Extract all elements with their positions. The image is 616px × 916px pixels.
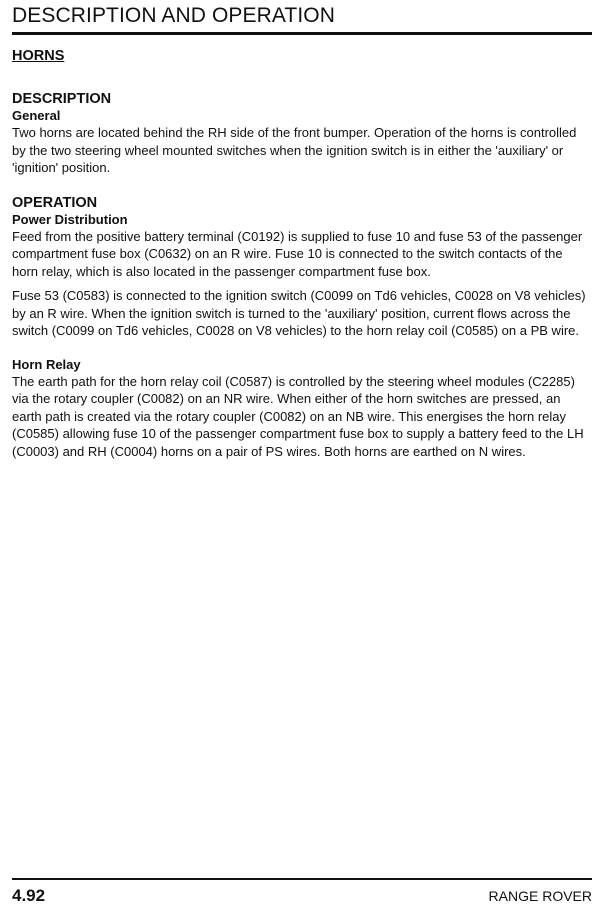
page-footer [12, 878, 592, 906]
horn-relay-paragraph: The earth path for the horn relay coil (C0587) is controlled by the steering wheel modules (C2285) via the rotary coupler (C0082) on an NR wire. When either of the horn switches are pressed, an earth path is created via the rotary coupler (C0082) on an NB wire. This energises the horn relay (C0585) allowing fuse 10 of the passenger compartment fuse box to supply a battery feed to the LH (C0003) and RH (C0004) horns on a pair of PS wires. Both horns are earthed on N wires. [12, 373, 584, 459]
footer-row [12, 886, 592, 906]
publication-name: RANGE ROVER [488, 888, 592, 904]
general-paragraph: Two horns are located behind the RH side of the front bumper. Operation of the horns is controlled by the two steering wheel mounted switches when the ignition switch is in either the 'auxiliary' or 'ignition' position. [12, 125, 577, 175]
page-header [12, 3, 592, 35]
power-distribution-heading: Power Distribution [12, 211, 128, 227]
footer-divider [12, 878, 592, 880]
power-distribution-paragraph-1: Feed from the positive battery terminal (C0192) is supplied to fuse 10 and fuse 53 of the passenger compartment fuse box (C0632) on an R wire. Fuse 10 is connected to the switch contacts of the horn relay, which is also located in the passenger compartment fuse box. [12, 228, 583, 279]
document-body [12, 46, 592, 460]
power-distribution-paragraph-2: Fuse 53 (C0583) is connected to the ignition switch (C0099 on Td6 vehicles, C0028 on V8 vehicles) by an R wire. When the ignition switch is turned to the 'auxiliary' position, current flows across the switch (C0099 on Td6 vehicles, C0028 on V8 vehicles) to the horn relay coil (C0585) on a PB wire. [12, 288, 586, 338]
description-heading: DESCRIPTION [12, 91, 112, 107]
section-title: HORNS [12, 48, 65, 64]
horn-relay-heading: Horn Relay [12, 356, 81, 372]
page-number: 4.92 [12, 886, 46, 905]
header-divider [12, 32, 592, 35]
general-heading: General [12, 108, 61, 123]
page-title: DESCRIPTION AND OPERATION [12, 4, 335, 27]
operation-heading: OPERATION [12, 194, 98, 211]
